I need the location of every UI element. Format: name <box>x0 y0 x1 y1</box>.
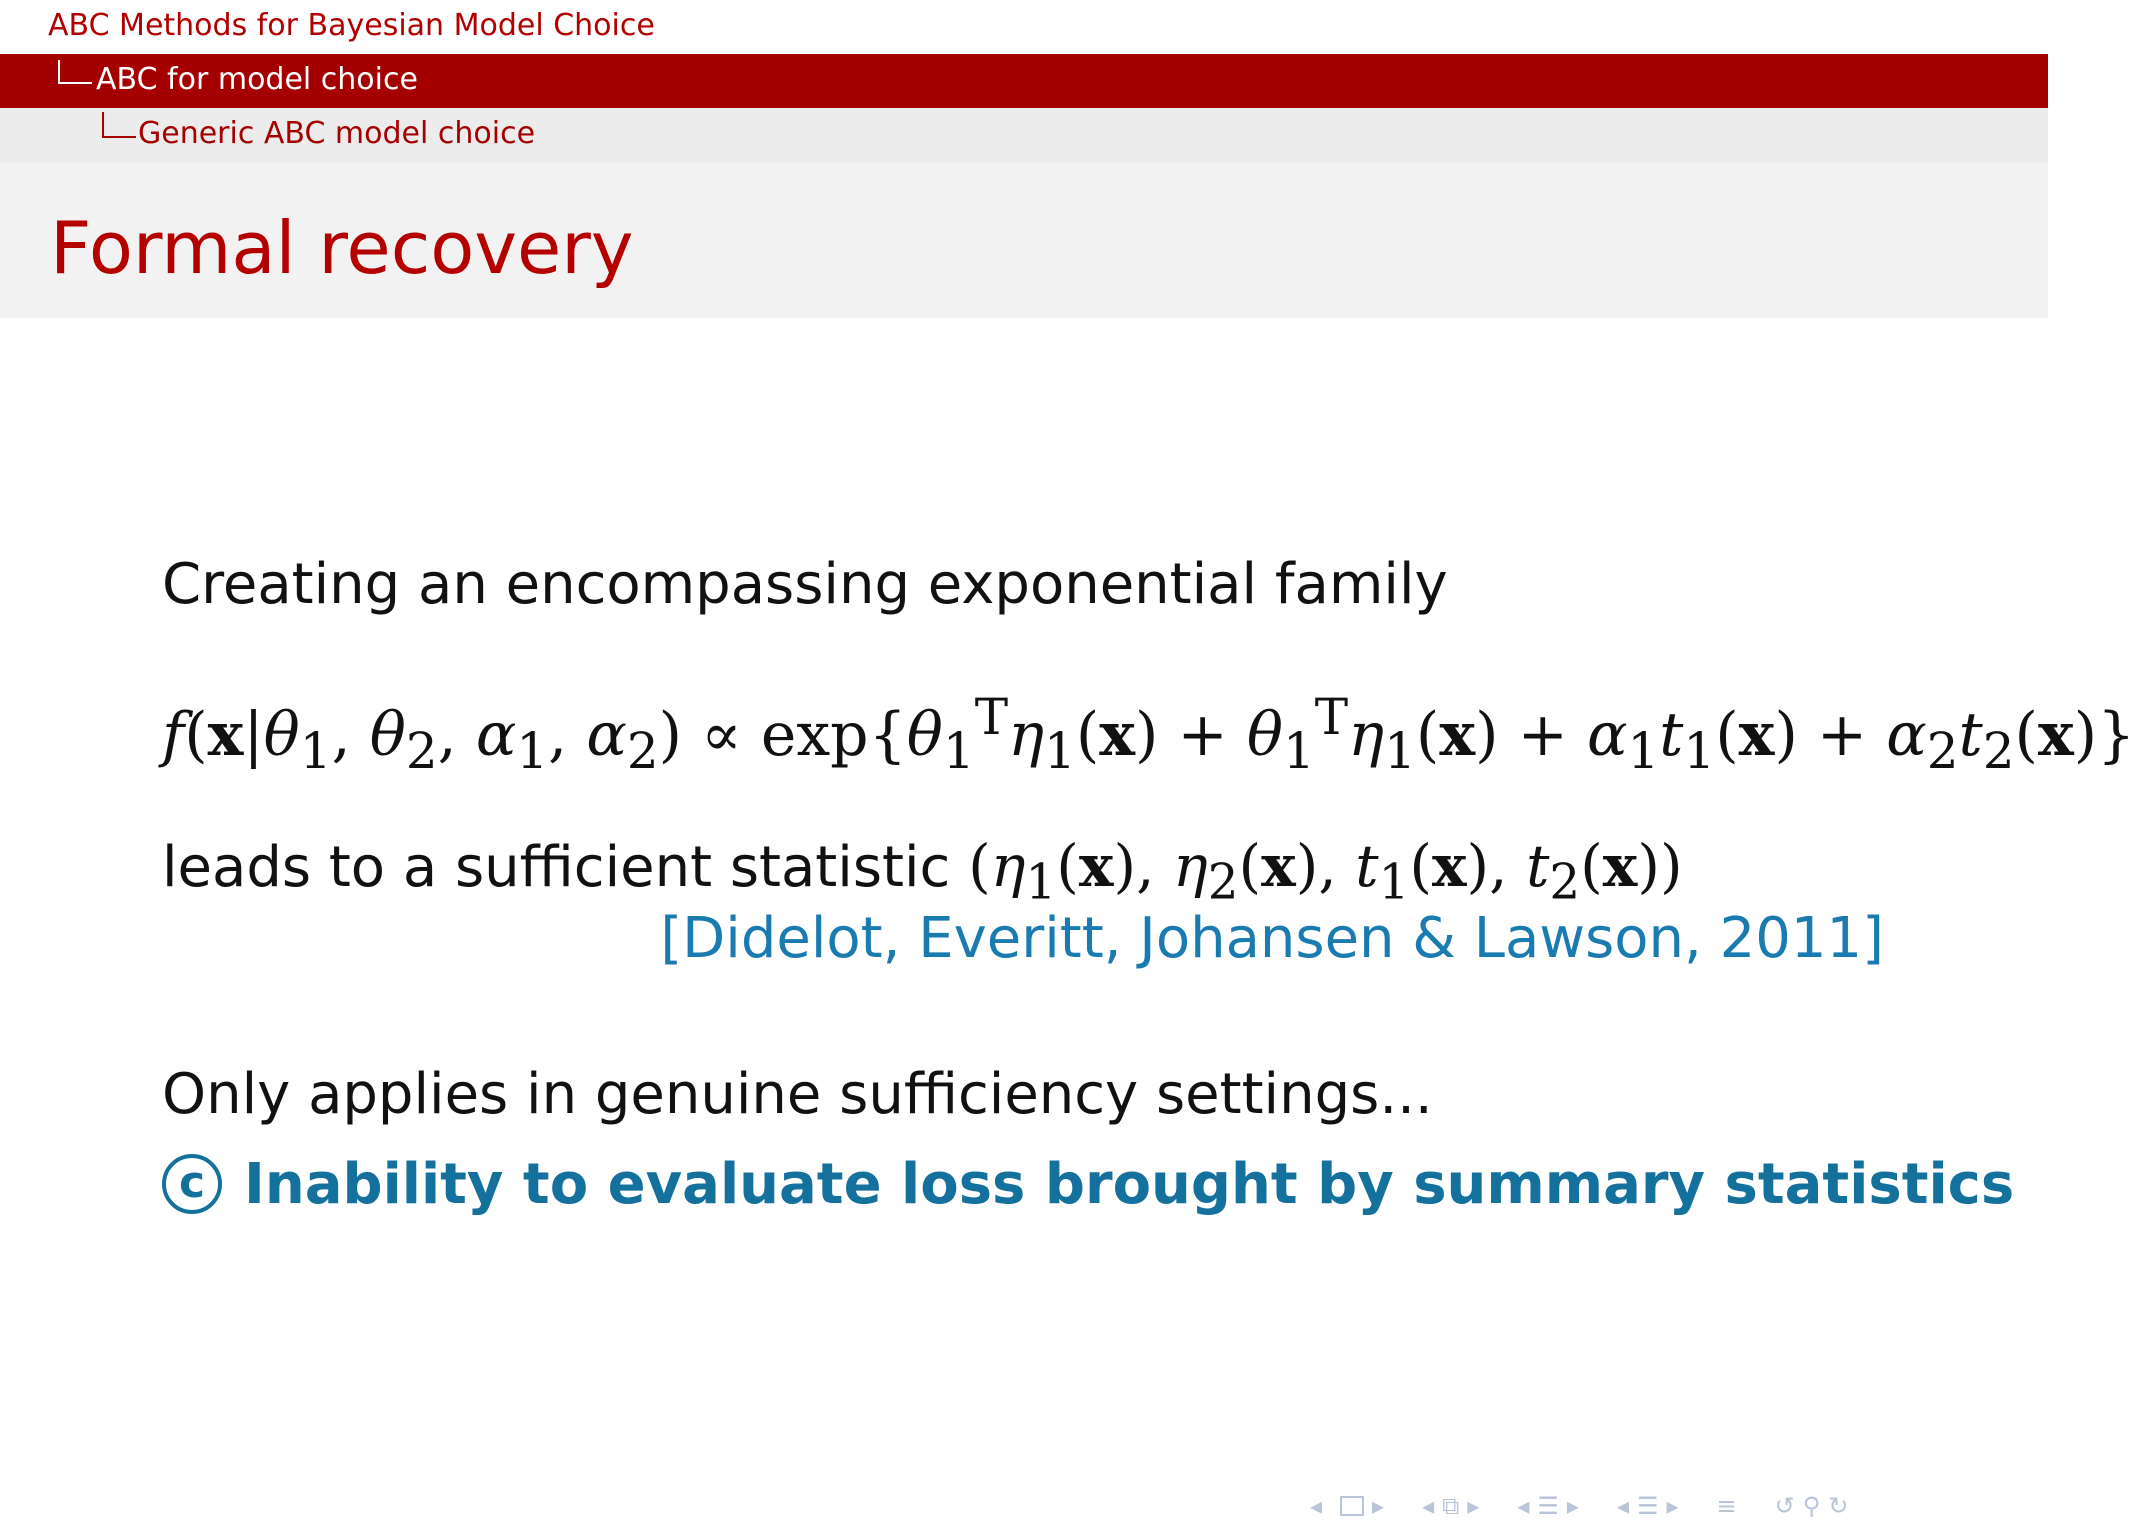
beamer-navigation-bar <box>1310 1488 1886 1524</box>
arrow-right-icon[interactable]: ▸ <box>1566 1492 1579 1520</box>
sufficient-statistic-formula: ($\eta_1(x)$, $\eta_2(x)$, $t_1(x)$, $t_2(x)$) <box>968 832 1683 911</box>
exponential-family-formula: $f(x|\theta_1$, $\theta_2$, $\alpha_1$, $\alpha_2) \propto \exp\{\theta_1^T\eta_1(x) + \theta_1^T\eta_1(x) + \alpha_1t_1(x) + \alpha_2t_2(x)\}$ <box>162 688 2135 780</box>
section-icon[interactable]: ☰ <box>1537 1492 1559 1520</box>
copyright-circle-icon: c <box>162 1154 222 1214</box>
arrow-left-icon[interactable]: ◂ <box>1517 1492 1530 1520</box>
document-icon[interactable]: ☰ <box>1636 1492 1659 1520</box>
presentation-title[interactable]: ABC Methods for Bayesian Model Choice <box>48 8 655 43</box>
forward-icon[interactable]: ↻ <box>1828 1492 1849 1520</box>
align-icon[interactable]: ≡ <box>1716 1492 1737 1520</box>
back-icon[interactable]: ↺ <box>1774 1492 1795 1520</box>
section-title[interactable]: ABC for model choice <box>96 62 418 97</box>
conclusion-statement <box>162 1152 2014 1218</box>
sufficient-statistic-label: leads to a sufficient statistic <box>162 835 951 900</box>
arrow-right-icon[interactable]: ▸ <box>1666 1492 1679 1520</box>
tree-connector <box>102 112 136 138</box>
conclusion-text: Inability to evaluate loss brought by summary statistics <box>244 1152 2015 1217</box>
slide-text-sufficient-statistic <box>162 832 1683 911</box>
slide-text-encompassing: Creating an encompassing exponential family <box>162 552 1448 617</box>
arrow-left-icon[interactable]: ◂ <box>1310 1492 1323 1520</box>
subsection-title[interactable]: Generic ABC model choice <box>138 116 536 151</box>
citation[interactable]: [Didelot, Everitt, Johansen & Lawson, 2011] <box>660 906 1884 971</box>
arrow-right-icon[interactable]: ▸ <box>1467 1492 1480 1520</box>
search-icon[interactable]: ⚲ <box>1802 1492 1821 1520</box>
arrow-left-icon[interactable]: ◂ <box>1422 1492 1435 1520</box>
arrow-left-icon[interactable]: ◂ <box>1616 1492 1629 1520</box>
subsection-icon[interactable]: ⧉ <box>1442 1492 1460 1520</box>
frame-title: Formal recovery <box>50 206 634 290</box>
tree-connector <box>58 60 92 84</box>
slide-text-sufficiency-settings: Only applies in genuine sufficiency settings... <box>162 1062 1433 1127</box>
frame-icon[interactable] <box>1340 1496 1364 1516</box>
arrow-right-icon[interactable]: ▸ <box>1372 1492 1385 1520</box>
